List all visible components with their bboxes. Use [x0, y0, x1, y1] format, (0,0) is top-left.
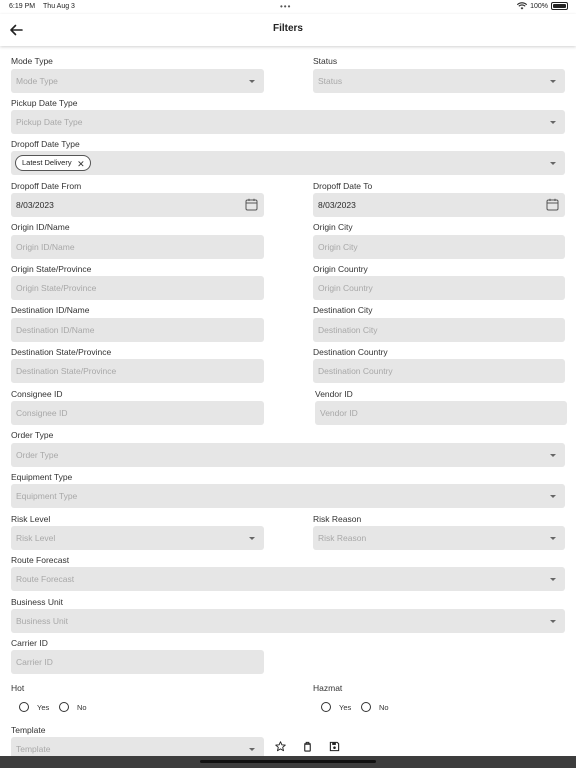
dropoff-date-to-input[interactable]	[313, 193, 565, 217]
multitasking-dots[interactable]: •••	[280, 2, 292, 11]
mode-type-select[interactable]	[11, 69, 264, 93]
status-label: Status	[313, 56, 338, 66]
dropoff-date-to-value: 8/03/2023	[318, 200, 356, 210]
floppy-disk-icon[interactable]	[329, 741, 340, 752]
hazmat-yes-radio[interactable]	[321, 702, 331, 712]
origin-city-input[interactable]	[313, 235, 565, 259]
calendar-icon[interactable]	[245, 198, 258, 211]
wifi-icon	[517, 2, 527, 10]
chevron-down-icon	[550, 454, 556, 457]
hot-no-radio[interactable]	[59, 702, 69, 712]
template-label: Template	[11, 725, 46, 735]
destination-city-input[interactable]	[313, 318, 565, 342]
hazmat-no-radio[interactable]	[361, 702, 371, 712]
chevron-down-icon	[550, 537, 556, 540]
destination-id-input[interactable]	[11, 318, 264, 342]
origin-id-label: Origin ID/Name	[11, 222, 70, 232]
origin-city-label: Origin City	[313, 222, 353, 232]
origin-state-label: Origin State/Province	[11, 264, 92, 274]
origin-country-input[interactable]	[313, 276, 565, 300]
mode-type-placeholder: Mode Type	[16, 76, 58, 86]
risk-level-select[interactable]	[11, 526, 264, 550]
dropoff-date-from-label: Dropoff Date From	[11, 181, 82, 191]
battery-percent: 100%	[530, 2, 548, 10]
dropoff-date-to-label: Dropoff Date To	[313, 181, 373, 191]
pickup-date-type-label: Pickup Date Type	[11, 98, 78, 108]
order-type-placeholder: Order Type	[16, 450, 59, 460]
carrier-id-input[interactable]	[11, 650, 264, 674]
hazmat-no-label: No	[379, 703, 389, 712]
destination-country-input[interactable]	[313, 359, 565, 383]
chevron-down-icon	[249, 537, 255, 540]
template-placeholder: Template	[16, 744, 51, 754]
risk-reason-placeholder: Risk Reason	[318, 533, 367, 543]
risk-reason-label: Risk Reason	[313, 514, 362, 524]
page-title: Filters	[272, 23, 303, 34]
status-time: 6:19 PM	[9, 3, 36, 10]
destination-state-input[interactable]	[11, 359, 264, 383]
risk-level-label: Risk Level	[11, 514, 51, 524]
origin-country-placeholder: Origin Country	[318, 283, 373, 293]
order-type-select[interactable]	[11, 443, 565, 467]
hot-label: Hot	[11, 683, 25, 693]
header-bar	[0, 14, 576, 46]
chevron-down-icon	[249, 748, 255, 751]
chevron-down-icon	[550, 578, 556, 581]
business-unit-select[interactable]	[11, 609, 565, 633]
pickup-date-type-placeholder: Pickup Date Type	[16, 117, 83, 127]
hot-no-label: No	[77, 703, 87, 712]
mode-type-label: Mode Type	[11, 56, 53, 66]
dropoff-date-from-value: 8/03/2023	[16, 200, 54, 210]
consignee-id-label: Consignee ID	[11, 389, 63, 399]
status-right	[517, 2, 568, 10]
status-placeholder: Status	[318, 76, 343, 86]
destination-country-label: Destination Country	[313, 347, 388, 357]
carrier-id-label: Carrier ID	[11, 638, 48, 648]
status-select[interactable]	[313, 69, 565, 93]
dropoff-date-type-label: Dropoff Date Type	[11, 139, 80, 149]
vendor-id-label: Vendor ID	[315, 389, 353, 399]
business-unit-placeholder: Business Unit	[16, 616, 68, 626]
consignee-id-input[interactable]	[11, 401, 264, 425]
business-unit-label: Business Unit	[11, 597, 63, 607]
order-type-label: Order Type	[11, 430, 54, 440]
equipment-type-label: Equipment Type	[11, 472, 73, 482]
chevron-down-icon	[550, 121, 556, 124]
carrier-id-placeholder: Carrier ID	[16, 657, 53, 667]
hazmat-label: Hazmat	[313, 683, 343, 693]
hazmat-yes-label: Yes	[339, 703, 352, 712]
battery-icon	[551, 2, 568, 10]
route-forecast-label: Route Forecast	[11, 555, 70, 565]
route-forecast-placeholder: Route Forecast	[16, 574, 75, 584]
risk-level-placeholder: Risk Level	[16, 533, 56, 543]
equipment-type-placeholder: Equipment Type	[16, 491, 78, 501]
risk-reason-select[interactable]	[313, 526, 565, 550]
chevron-down-icon	[249, 80, 255, 83]
origin-country-label: Origin Country	[313, 264, 368, 274]
chip-label: Latest Delivery	[22, 158, 72, 167]
close-icon[interactable]: ✕	[77, 159, 85, 169]
chevron-down-icon	[550, 495, 556, 498]
chevron-down-icon	[550, 620, 556, 623]
vendor-id-input[interactable]	[315, 401, 567, 425]
destination-id-label: Destination ID/Name	[11, 305, 90, 315]
destination-state-placeholder: Destination State/Province	[16, 366, 117, 376]
latest-delivery-chip[interactable]	[15, 155, 91, 171]
consignee-id-placeholder: Consignee ID	[16, 408, 68, 418]
star-outline-icon[interactable]	[275, 741, 286, 752]
origin-id-placeholder: Origin ID/Name	[16, 242, 75, 252]
destination-city-placeholder: Destination City	[318, 325, 378, 335]
vendor-id-placeholder: Vendor ID	[320, 408, 358, 418]
trash-icon[interactable]	[302, 741, 313, 752]
destination-city-label: Destination City	[313, 305, 373, 315]
destination-id-placeholder: Destination ID/Name	[16, 325, 95, 335]
dropoff-date-type-select[interactable]	[11, 151, 565, 175]
pickup-date-type-select[interactable]	[11, 110, 565, 134]
origin-state-placeholder: Origin State/Province	[16, 283, 97, 293]
hot-yes-label: Yes	[37, 703, 50, 712]
origin-city-placeholder: Origin City	[318, 242, 358, 252]
origin-state-input[interactable]	[11, 276, 264, 300]
equipment-type-select[interactable]	[11, 484, 565, 508]
status-bar	[0, 0, 576, 14]
home-indicator[interactable]	[200, 760, 376, 763]
route-forecast-select[interactable]	[11, 567, 565, 591]
destination-country-placeholder: Destination Country	[318, 366, 393, 376]
dropoff-date-from-input[interactable]	[11, 193, 264, 217]
calendar-icon[interactable]	[546, 198, 559, 211]
status-date: Thu Aug 3	[43, 3, 75, 10]
destination-state-label: Destination State/Province	[11, 347, 112, 357]
hot-yes-radio[interactable]	[19, 702, 29, 712]
chevron-down-icon	[550, 80, 556, 83]
status-left	[9, 3, 75, 10]
chevron-down-icon	[550, 162, 556, 165]
origin-id-input[interactable]	[11, 235, 264, 259]
